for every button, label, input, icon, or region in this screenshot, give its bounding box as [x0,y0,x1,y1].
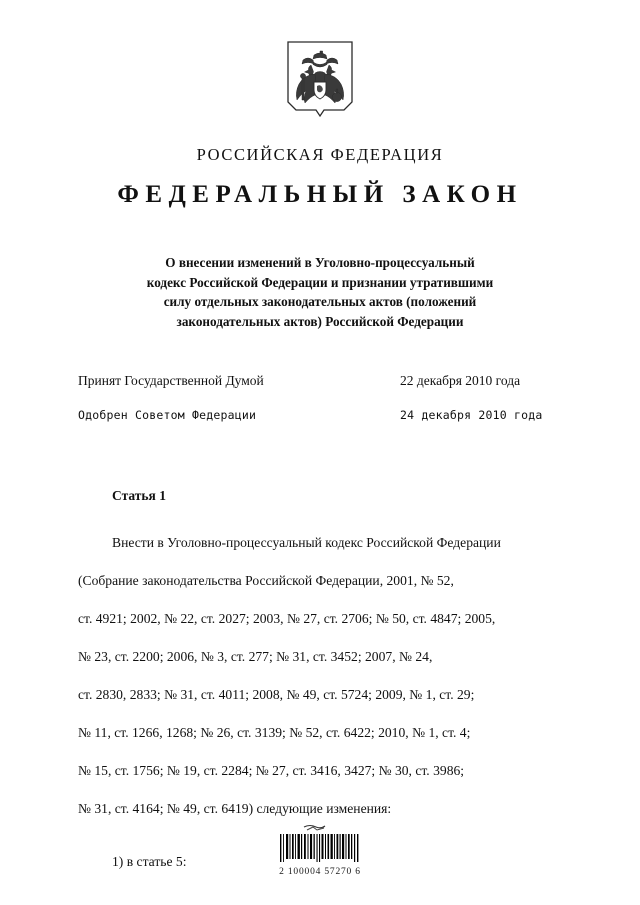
citation-line: № 31, ст. 4164; № 49, ст. 6419) следующие изменения: [78,801,392,816]
barcode-bars [274,822,366,866]
citation-line: (Собрание законодательства Российской Федерации, 2001, № 52, [78,573,454,588]
citation-line: № 23, ст. 2200; 2006, № 3, ст. 277; № 31, ст. 3452; 2007, № 24, [78,649,433,664]
article-body [0,488,640,870]
adoption-body-council: Одобрен Советом Федерации [78,408,257,422]
adoption-date-council: 24 декабря 2010 года [400,408,543,422]
ean13-barcode [274,822,366,877]
law-subtitle [120,253,520,331]
adoption-row-council [78,408,552,422]
citation-line: № 11, ст. 1266, 1268; № 26, ст. 3139; № 52, ст. 6422; 2010, № 1, ст. 4; [78,725,471,740]
law-title: ФЕДЕРАЛЬНЫЙ ЗАКОН [117,181,523,208]
article-intro-line: Внести в Уголовно-процессуальный кодекс Российской Федерации [112,535,501,550]
barcode-digits: 2 100004 57270 6 [279,867,361,877]
citation-line: № 15, ст. 1756; № 19, ст. 2284; № 27, ст. 3416, 3427; № 30, ст. 3986; [78,763,465,778]
law-subtitle-line: законодательных актов) Российской Федерации [176,313,464,329]
russian-federation-coat-of-arms-icon [284,40,356,126]
citation-line: ст. 2830, 2833; № 31, ст. 4011; 2008, № 49, ст. 5724; 2009, № 1, ст. 29; [78,687,475,702]
law-subtitle-line: кодекс Российской Федерации и признании утратившими [146,274,494,290]
citation-line: ст. 4921; 2002, № 22, ст. 2027; 2003, № 27, ст. 2706; № 50, ст. 4847; 2005, [78,611,496,626]
article-paragraph [78,524,574,828]
emblem-container [0,0,640,131]
country-title: РОССИЙСКАЯ ФЕДЕРАЦИЯ [196,145,444,164]
article-item-1: 1) в статье 5: [112,854,187,869]
barcode-container [0,822,640,879]
law-subtitle-line: силу отдельных законодательных актов (положений [163,294,477,309]
article-heading: Статья 1 [112,488,166,503]
adoption-body-duma: Принят Государственной Думой [78,373,264,388]
adoption-block [0,373,640,422]
adoption-row-duma [78,373,552,389]
law-subtitle-line: О внесении изменений в Уголовно-процессуальный [165,255,475,270]
adoption-date-duma: 22 декабря 2010 года [400,373,521,388]
